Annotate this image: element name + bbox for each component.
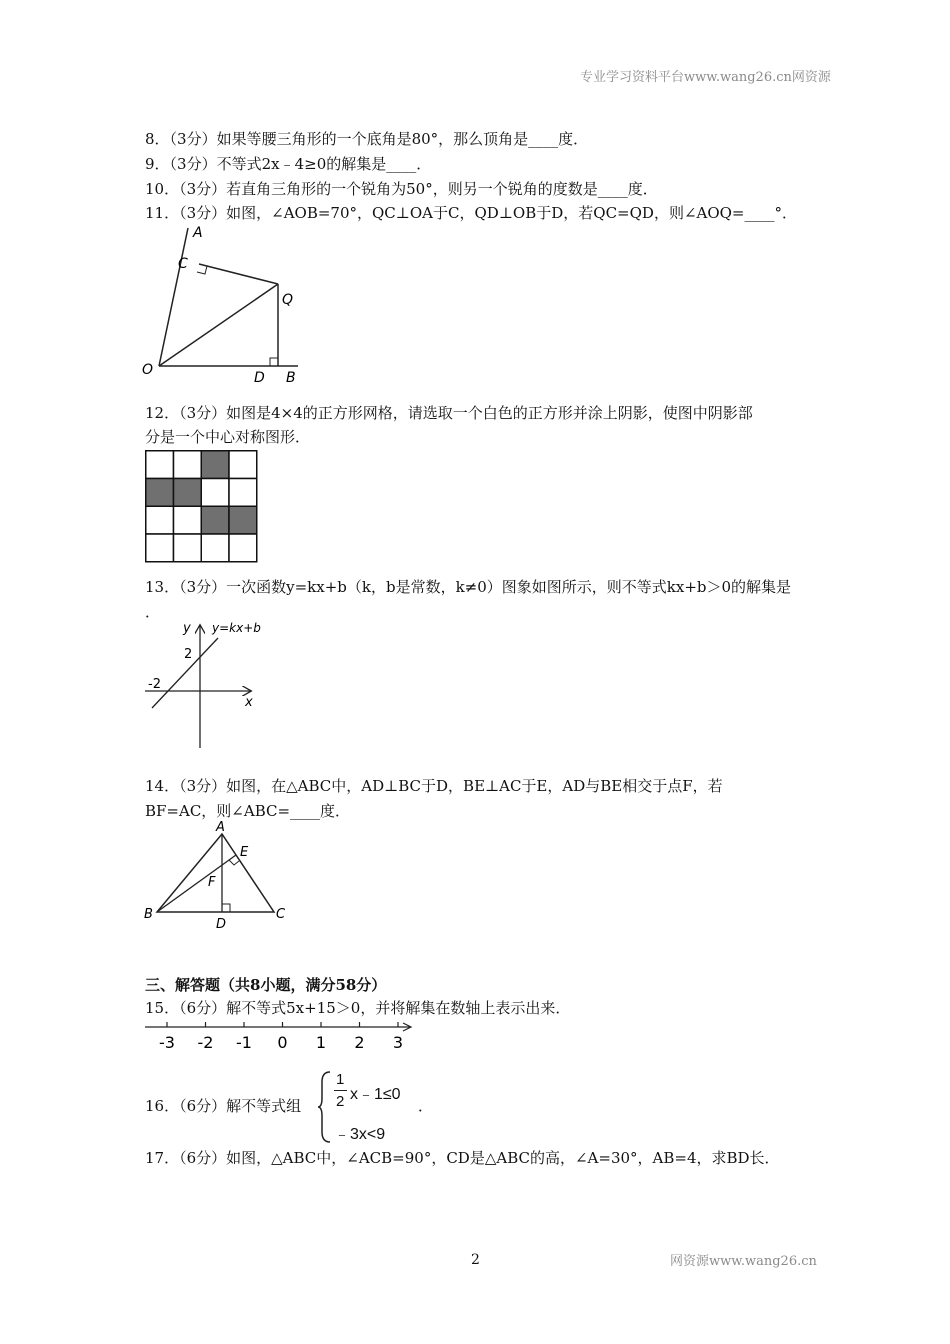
number-line-label: 0 [277, 1033, 288, 1052]
label-o: O [142, 362, 154, 378]
label-y: y [183, 621, 191, 636]
grid-cell-white [174, 534, 202, 562]
grid-cell-shaded [229, 506, 257, 534]
label-q: Q [282, 292, 294, 308]
question-15: 15．（6分）解不等式5x+15＞0，并将解集在数轴上表示出来． [145, 999, 571, 1017]
grid-cell-white [201, 479, 229, 507]
label-x: x [245, 695, 253, 710]
question-17: 17．（6分）如图，△ABC中，∠ACB=90°，CD是△ABC的高，∠A=30°，AB=4，求BD长． [145, 1149, 780, 1167]
question-8: 8．（3分）如果等腰三角形的一个底角是80°，那么顶角是____度． [145, 130, 589, 148]
label-e: E [240, 845, 249, 860]
figure-12-grid [145, 450, 258, 563]
number-line-label: -3 [159, 1033, 175, 1052]
label-d: D [254, 370, 265, 386]
question-13-line1: 13．（3分）一次函数y=kx+b（k，b是常数，k≠0）图象如图所示，则不等式kx+b＞0的解集是 [145, 578, 792, 596]
number-line-label: 2 [354, 1033, 365, 1052]
grid-cell-white [174, 506, 202, 534]
fraction-bar [334, 1090, 347, 1091]
question-16-suffix: ． [418, 1097, 434, 1115]
grid-cell-shaded [201, 506, 229, 534]
right-angle-d [270, 358, 278, 366]
figure-13-linear-graph [140, 618, 280, 753]
triangle-abc [157, 834, 274, 912]
label-a: A [216, 820, 225, 835]
question-12-line2: 分是一个中心对称图形． [145, 428, 311, 446]
label-equation: y=kx+b [212, 621, 261, 635]
grid-cell-shaded [201, 451, 229, 479]
grid-cell-white [146, 451, 174, 479]
grid-cell-white [201, 534, 229, 562]
question-9: 9．（3分）不等式2x﹣4≥0的解集是____． [145, 155, 432, 173]
header-watermark: 专业学习资料平台www.wang26.cn网资源 [580, 70, 831, 85]
label-b: B [144, 907, 153, 922]
question-12-line1: 12．（3分）如图是4×4的正方形网格，请选取一个白色的正方形并涂上阴影，使图中阴影部 [145, 404, 753, 422]
question-13-line2: ． [145, 603, 161, 621]
grid-cell-shaded [146, 479, 174, 507]
right-angle-c [197, 266, 207, 274]
fraction-denominator: 2 [336, 1093, 345, 1110]
question-10: 10．（3分）若直角三角形的一个锐角为50°，则另一个锐角的度数是____度． [145, 180, 658, 198]
grid-cell-white [229, 534, 257, 562]
label-neg2: -2 [148, 677, 161, 692]
segment-qc [199, 264, 278, 284]
inequality-1-rest: x﹣1≤0 [350, 1086, 401, 1103]
grid-cell-white [146, 534, 174, 562]
grid-cell-white [174, 451, 202, 479]
system-brace [318, 1070, 332, 1144]
number-line-label: -2 [197, 1033, 214, 1052]
right-angle-e [229, 860, 239, 865]
grid-cell-shaded [174, 479, 202, 507]
label-a: A [193, 225, 203, 241]
question-11: 11．（3分）如图，∠AOB=70°，QC⊥OA于C，QD⊥OB于D，若QC=QD，则∠AOQ=____°． [145, 204, 798, 222]
figure-14-triangle [140, 818, 300, 933]
question-14-line2: BF=AC，则∠ABC=____度． [145, 802, 351, 820]
label-b: B [286, 370, 296, 386]
number-line-label: 3 [392, 1033, 404, 1052]
segment-oq [159, 284, 278, 366]
grid-cell-white [229, 451, 257, 479]
question-16-prefix: 16．（6分）解不等式组 [145, 1097, 302, 1115]
grid-cell-white [146, 506, 174, 534]
label-c: C [178, 256, 188, 272]
label-2: 2 [184, 647, 193, 662]
ray-oa [159, 228, 188, 366]
footer-watermark: 网资源www.wang26.cn [670, 1254, 817, 1269]
inequality-2: ﹣3x<9 [334, 1126, 386, 1143]
page-number: 2 [471, 1252, 480, 1268]
label-d: D [216, 917, 227, 932]
fraction-numerator: 1 [336, 1071, 345, 1088]
number-line-label: 1 [315, 1033, 327, 1052]
section-3-heading: 三、解答题（共8小题，满分58分） [145, 976, 387, 994]
right-angle-d [222, 904, 230, 912]
grid-cell-white [229, 479, 257, 507]
label-f: F [208, 875, 216, 890]
figure-11-angle-diagram [140, 222, 320, 387]
question-14-line1: 14．（3分）如图，在△ABC中，AD⊥BC于D，BE⊥AC于E，AD与BE相交于点F，若 [145, 777, 723, 795]
number-line [145, 1018, 420, 1053]
number-line-label: -1 [236, 1033, 252, 1052]
label-c: C [276, 907, 286, 922]
